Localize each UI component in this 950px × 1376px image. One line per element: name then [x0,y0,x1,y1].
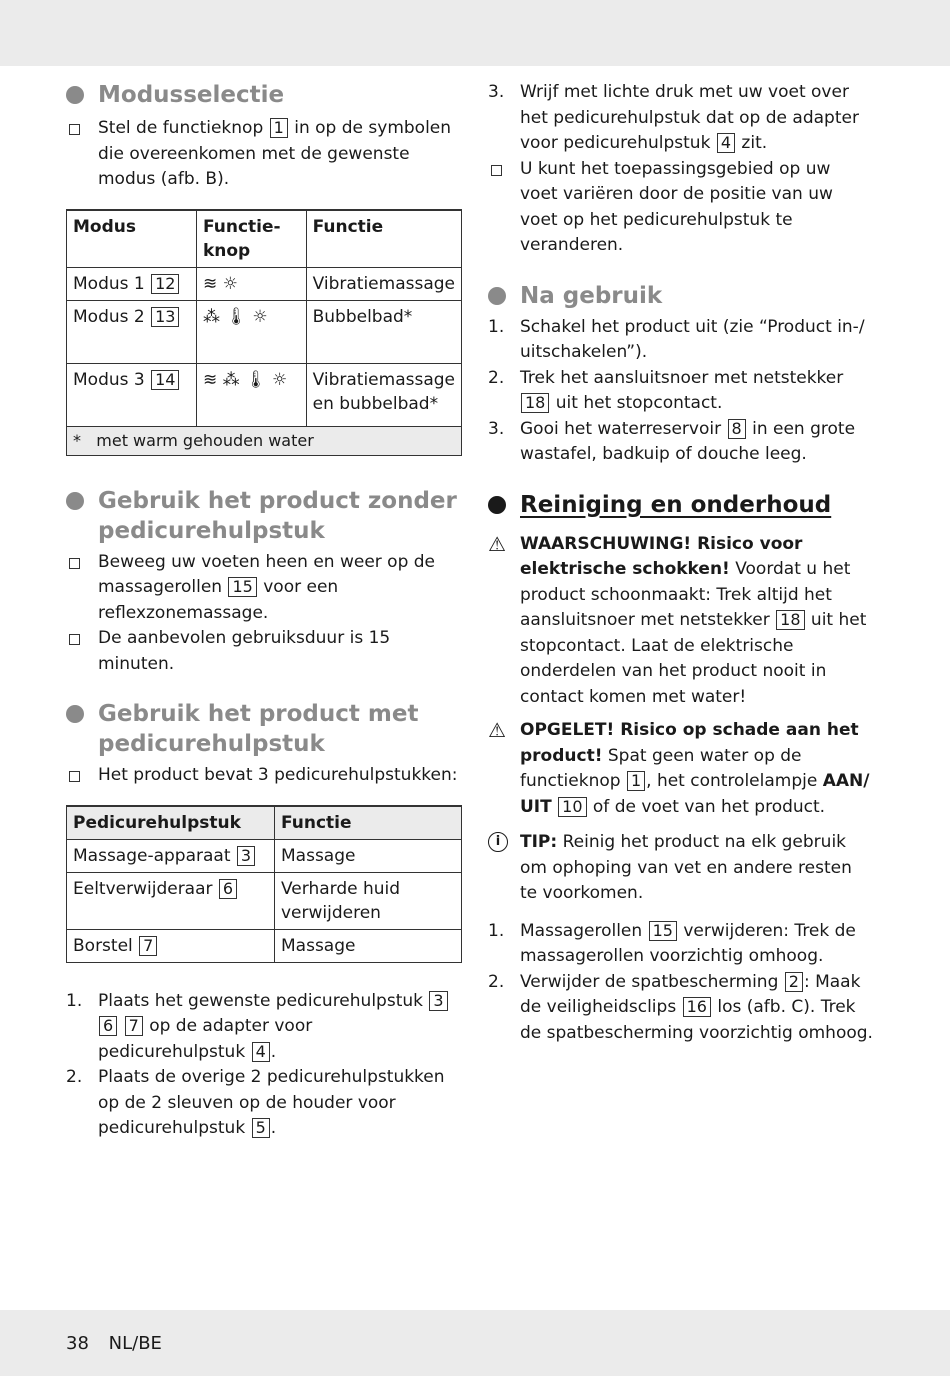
warning-damage: ⚠ OPGELET! Risico op schade aan het product! Spat geen water op de functieknop 1 , het controlelampje AAN/ UIT 10 of de voet van het product. [488,718,870,817]
checkbox-bullet-icon [69,634,80,645]
top-band [0,0,950,66]
continued-steps [488,80,873,157]
ref-number-box: 13 [151,307,179,327]
locale-label: NL/BE [108,1333,162,1354]
checkbox-bullet-icon [491,165,502,176]
right-column [488,80,873,1046]
list-item: De aanbevolen gebruiksduur is 15 minuten. [66,626,462,677]
ref-number-box: 8 [728,419,746,439]
table-header: Pedicurehulpstuk [67,806,275,840]
left-column [66,80,462,1142]
met-heading: Gebruik het product met pedicurehulpstuk [66,699,462,759]
list-item: 1. Plaats het gewenste pedicurehulpstuk 3 6 7 op de adapter voor pedicurehulpstuk 4 . [66,989,462,1066]
na-gebruik-heading: Na gebruik [488,281,873,311]
checkbox-bullet-icon [69,771,80,782]
table-row: Modus 1 12 ≋ ☼ Vibratiemassage [67,267,462,300]
ref-number-box: 7 [139,936,157,956]
ref-number-box: 1 [627,771,645,791]
ref-number-box: 12 [151,274,179,294]
zonder-heading: Gebruik het product zonder pedicurehulpstuk [66,486,462,546]
table-row: Modus 3 14 ≋ ⁂ 🌡 ☼ Vibratiemassage en bubbelbad* [67,363,462,426]
warning-electric: ⚠ WAARSCHUWING! Risico voor elektrische schokken! Voordat u het product schoonmaakt: Trek altijd het aansluitsnoer met netstekker 18 uit het stopcontact. Laat de elektrische onderdelen van het product nooit in contact komen met water! [488,531,867,707]
ref-box: 1 [270,118,288,138]
warning-triangle-icon: ⚠ [488,718,506,742]
modusselectie-heading: Modusselectie [66,80,462,110]
ref-number-box: 3 [429,991,447,1011]
ref-number-box: 6 [219,879,237,899]
tip-block: i TIP: Reinig het product na elk gebruik om ophoping van vet en andere resten te voorkomen. [488,830,873,907]
table-row: Massage-apparaat 3 Massage [67,839,462,872]
table-header: Functie [306,210,461,268]
checkbox-bullet-icon [69,558,80,569]
list-item: 3. Wrijf met lichte druk met uw voet over het pedicurehulpstuk dat op de adapter voor pedicurehulpstuk 4 zit. [488,82,859,153]
bullet-dot-icon [66,705,84,723]
list-item: 3. Gooi het waterreservoir 8 in een grote wastafel, badkuip of douche leeg. [488,418,856,464]
table-note-row: * met warm gehouden water [67,426,462,455]
page-footer [66,1333,176,1354]
cleaning-steps [488,919,873,1047]
table-header: Functie [275,806,462,840]
list-item: 2. Plaats de overige 2 pedicurehulpstukken op de 2 sleuven op de houder voor pedicurehulpstuk 5 . [66,1067,445,1138]
table-row: Borstel 7 Massage [67,929,462,962]
ref-number-box: 18 [776,610,804,630]
table-row: Eeltverwijderaar 6 Verharde huid verwijderen [67,872,462,929]
ref-number-box: 6 [99,1016,117,1036]
list-item: 2. Trek het aansluitsnoer met netstekker 18 uit het stopcontact. [488,367,844,413]
ref-number-box: 18 [521,393,549,413]
ref-number-box: 4 [717,133,735,153]
bubble-heat-light-icon: ⁂ 🌡 ☼ [202,306,268,327]
reiniging-heading: Reiniging en onderhoud [488,490,873,520]
ref-number-box: 5 [252,1118,270,1138]
ref-number-box: 4 [252,1042,270,1062]
attach-steps [66,989,462,1142]
list-item: 2. Verwijder de spatbescherming 2 : Maak de veiligheidsclips 16 los (afb. C). Trek de spatbescherming voorzichtig omhoog. [488,971,873,1043]
list-item: 1. Massagerollen 15 verwijderen: Trek de massagerollen voorzichtig omhoog. [488,920,856,966]
list-item: 1. Schakel het product uit (zie “Product in-/ uitschakelen”). [488,316,865,362]
ref-number-box: 15 [649,921,677,941]
vibration-bubble-heat-light-icon: ≋ ⁂ 🌡 ☼ [202,369,288,390]
bullet-dot-icon [66,492,84,510]
list-item: U kunt het toepassingsgebied op uw voet variëren door de positie van uw voet op het pedicurehulpstuk te veranderen. [488,157,873,259]
bullet-dot-icon [66,86,84,104]
ref-number-box: 3 [237,846,255,866]
bullet-dot-icon [488,496,506,514]
ref-number-box: 15 [228,577,256,597]
list-item: Het product bevat 3 pedicurehulpstukken: [66,763,462,789]
warning-triangle-icon: ⚠ [488,531,506,556]
list-item: Beweeg uw voeten heen en weer op de massagerollen 15 voor een reflexzonemassage. [66,550,462,627]
ref-number-box: 14 [151,370,179,390]
modus-instruction: Stel de functieknop 1 in op de symbolen die overeenkomen met de gewenste modus (afb. B). [66,116,462,193]
info-icon: i [488,832,508,852]
table-header: Modus [67,210,197,268]
na-gebruik-steps [488,315,873,468]
vibration-light-icon: ≋ ☼ [202,273,238,294]
modus-table [66,209,462,456]
pedicure-table [66,805,462,963]
ref-number-box: 2 [785,972,803,992]
bullet-dot-icon [488,287,506,305]
page-number: 38 [66,1333,89,1354]
ref-number-box: 7 [125,1016,143,1036]
table-header: Functie-knop [196,210,306,268]
ref-number-box: 10 [558,797,586,817]
ref-number-box: 16 [683,997,711,1017]
checkbox-bullet-icon [69,124,80,135]
table-row: Modus 2 13 ⁂ 🌡 ☼ Bubbelbad* [67,300,462,363]
